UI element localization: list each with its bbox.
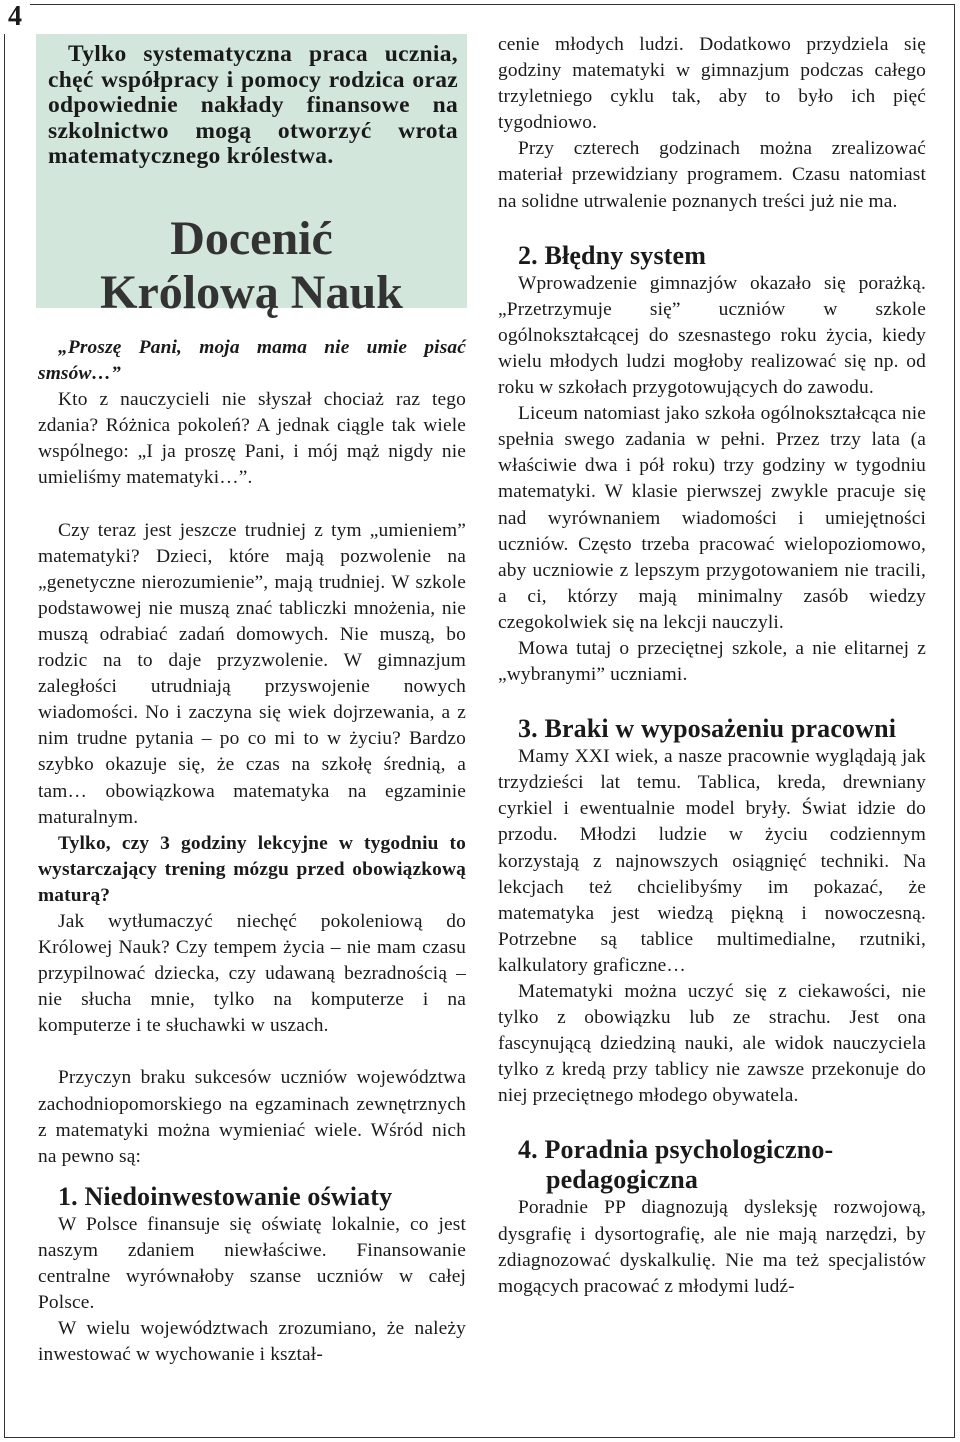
title-line-1: Docenić [170,212,333,265]
spacer [498,1109,926,1135]
section-heading-1: 1. Niedoinwestowanie oświaty [58,1181,393,1211]
teaser-box [36,34,467,319]
paragraph: Wprowadzenie gimnazjów okazało się porażką. „Przetrzymuje się” uczniów w szkole ogólnokształcącej do szesnastego roku życia, kiedy wielu młodych ludzi mogłoby realizować się np. od roku w szkołach przygotowujących do zawodu. [498,272,926,399]
right-column [498,32,926,1300]
spacer [38,492,466,518]
section-heading-4: 4. Poradnia psychologiczno-pedagogiczna [518,1135,834,1195]
paragraph: Jak wytłumaczyć niechęć pokoleniową do Królowej Nauk? Czy tempem życia – nie mam czasu przypilnować dziecka, czy udawaną bezradnością – nie słucha mnie, tylko na komputerze i na komputerze i te słuchawki w uszach. [38,910,466,1037]
page-number: 4 [0,0,30,34]
section-heading-2: 2. Błędny system [518,240,707,270]
paragraph: W Polsce finansuje się oświatę lokalnie, co jest naszym zdaniem niewłaściwe. Finansowanie centralne wyrównałoby szanse uczniów w całej Polsce. [38,1213,466,1314]
teaser-lead: Tylko systematyczna praca ucznia, chęć współpracy i pomocy rodzica oraz odpowiednie nakłady finansowe na szkolnictwo mogą otworzyć wrota matematycznego królestwa. [48,41,458,170]
spacer [38,1039,466,1065]
paragraph: Czy teraz jest jeszcze trudniej z tym „umieniem” matematyki? Dzieci, które mają pozwolenie na „genetyczne nierozumienie”, mają trudniej. W szkole podstawowej nie muszą znać tabliczki mnożenia, nie muszą odrabiać zadań domowych. Nie muszą, bo rodzic na to daje przyzwolenie. W gimnazjum zaległości utrudniają przyswojenie nowych wiadomości. No i zaczyna się wiek dojrzewania, a z nim trudne pytania – po co mi to w życiu? Bardzo szybko okazuje się, że czas na szkołę średnią, a tam… obowiązkowa matematyka na egzaminie maturalnym. [38,519,466,828]
paragraph: Przyczyn braku sukcesów uczniów województwa zachodniopomorskiego na egzaminach zewnętrznych z matematyki można wymieniać wiele. Wśród nich na pewno są: [38,1067,466,1167]
article-title [36,212,467,320]
paragraph: cenie młodych ludzi. Dodatkowo przydziela się godziny matematyki w gimnazjum podczas całego trzyletniego cyklu tak, aby to było ich pięć tygodniowo. [498,34,926,134]
paragraph: Liceum natomiast jako szkoła ogólnokształcąca nie spełnia swego zadania w pełni. Przez trzy lata (a właściwie dwa i pół roku) trzy godziny w tygodniu matematyki. W klasie pierwszej zwykle pracuje się nad wyrównaniem wiadomości i umiejętności uczniów. Często trzeba pracować wielopoziomowo, aby uczniowie z lepszym przygotowaniem nie tracili, a ci, którzy mają minimalny zasób wiedzy czegokolwiek się na lekcji nauczyli. [498,403,926,633]
paragraph: Mamy XXI wiek, a nasze pracownie wyglądają jak trzydzieści lat temu. Tablica, kreda, drewniany cyrkiel i ewentualnie model bryły. Świat idzie do przodu. Młodzi ludzie w życiu codziennym korzystają z najnowszych osiągnięć techniki. Na lekcjach też chcielibyśmy im pokazać, że matematyka jest wiedzą piękną i nowoczesną. Potrzebne są tablice multimedialne, rzutniki, kalkulatory graficzne… [498,746,926,976]
left-column [38,335,466,1368]
opening-quote: „Proszę Pani, moja mama nie umie pisać smsów…” [38,337,466,385]
spacer [38,1170,466,1182]
title-line-2: Królową Nauk [100,266,403,319]
paragraph: Poradnie PP diagnozują dysleksję rozwojową, dysgrafię i dysortografię, ale nie mają narzędzi, by zdiagnozować dyskalkulię. Nie ma też specjalistów mogących pracować z młodymi ludź- [498,1197,926,1297]
question-paragraph: Tylko, czy 3 godziny lekcyjne w tygodniu to wystarczający trening mózgu przed obowiązkową maturą? [38,832,466,906]
paragraph: Kto z nauczycieli nie słyszał chociaż raz tego zdania? Różnica pokoleń? A jednak ciągle tak wiele wspólnego: „I ja proszę Pani, i mój mąż nigdy nie umieliśmy matematyki…”. [38,389,466,489]
paragraph: Przy czterech godzinach można zrealizować materiał przewidziany programem. Czasu natomiast na solidne utrwalenie poznanych treści już nie ma. [498,138,926,212]
paragraph: Matematyki można uczyć się z ciekawości, nie tylko z obowiązku lub ze strachu. Jest ona fascynującą dziedziną nauki, ale widok nauczyciela tylko z kredą przy tablicy nie zawsze przekonuje do niej przeciętnego młodego obywatela. [498,981,926,1107]
paragraph: Mowa tutaj o przeciętnej szkole, a nie elitarnej z „wybranymi” uczniami. [498,637,926,686]
section-heading-3: 3. Braki w wyposażeniu pracowni [518,714,897,744]
spacer [498,688,926,714]
spacer [498,215,926,241]
paragraph: W wielu województwach zrozumiano, że należy inwestować w wychowanie i kształ- [38,1318,466,1366]
